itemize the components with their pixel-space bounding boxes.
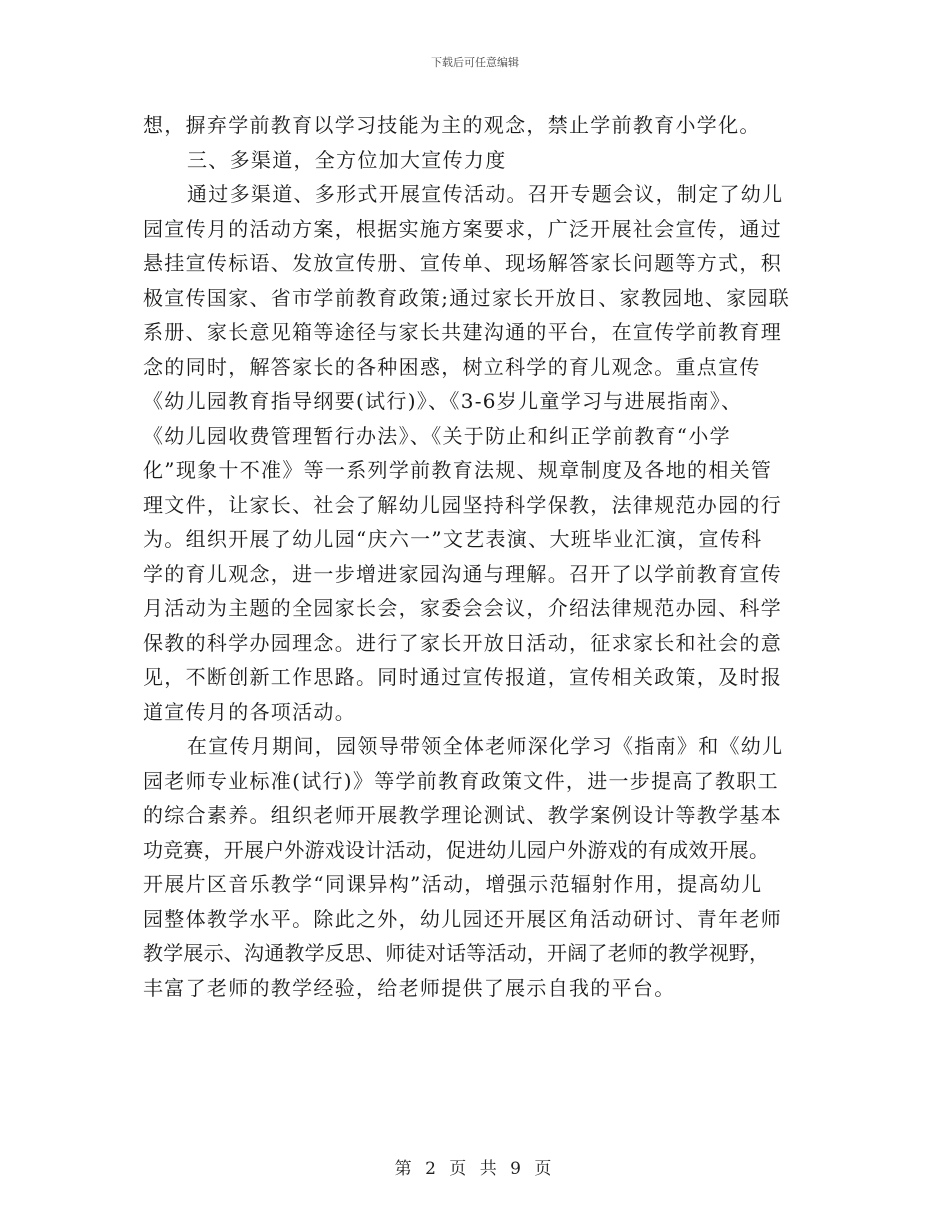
text-line: 月活动为主题的全园家长会，家委会会议，介绍法律规范办园、科学 xyxy=(143,596,782,620)
paragraph-start: 在宣传月期间，园领导带领全体老师深化学习《指南》和《幼儿 xyxy=(187,734,784,758)
text-line: 悬挂宣传标语、发放宣传册、宣传单、现场解答家长问题等方式，积 xyxy=(143,251,782,275)
text-line: 学的育儿观念，进一步增进家园沟通与理解。召开了以学前教育宣传 xyxy=(143,561,782,586)
text-line: 功竞赛，开展户外游戏设计活动，促进幼儿园户外游戏的有成效开展。 xyxy=(143,837,770,862)
text-line: 念的同时，解答家长的各种困惑，树立科学的育儿观念。重点宣传 xyxy=(143,354,761,379)
text-line: 丰富了老师的教学经验，给老师提供了展示自我的平台。 xyxy=(143,975,676,1000)
text-line: 极宣传国家、省市学前教育政策;通过家长开放日、家教园地、家园联 xyxy=(143,285,791,310)
text-line: 保教的科学办园理念。进行了家长开放日活动，征求家长和社会的意 xyxy=(143,630,782,655)
text-line: 系册、家长意见箱等途径与家长共建沟通的平台，在宣传学前教育理 xyxy=(143,320,782,344)
text-line: 教学展示、沟通教学反思、师徒对话等活动，开阔了老师的教学视野， xyxy=(143,941,770,965)
text-line: 《幼儿园教育指导纲要(试行)》、《3-6岁儿童学习与进展指南》、 xyxy=(143,389,743,413)
paragraph-start: 通过多渠道、多形式开展宣传活动。召开专题会议，制定了幼儿 xyxy=(187,182,784,206)
text-line: 《幼儿园收费管理暂行办法》、《关于防止和纠正学前教育“小学 xyxy=(143,423,731,448)
page-number: 第 2 页 共 9 页 xyxy=(394,1159,556,1179)
text-line: 园宣传月的活动方案，根据实施方案要求，广泛开展社会宣传，通过 xyxy=(143,216,782,241)
text-line: 开展片区音乐教学“同课异构”活动，增强示范辐射作用，提高幼儿 xyxy=(143,872,763,896)
text-line: 见，不断创新工作思路。同时通过宣传报道，宣传相关政策，及时报 xyxy=(143,665,782,689)
text-line: 想，摒弃学前教育以学习技能为主的观念，禁止学前教育小学化。 xyxy=(143,113,761,137)
document-body xyxy=(143,108,811,1005)
text-line: 园整体教学水平。除此之外，幼儿园还开展区角活动研讨、青年老师 xyxy=(143,906,782,931)
text-line: 为。组织开展了幼儿园“庆六一”文艺表演、大班毕业汇演，宣传科 xyxy=(143,527,763,551)
text-line: 园老师专业标准(试行)》等学前教育政策文件，进一步提高了教职工 xyxy=(143,768,779,793)
text-line: 的综合素养。组织老师开展教学理论测试、教学案例设计等教学基本 xyxy=(143,803,782,827)
text-line: 理文件，让家长、社会了解幼儿园坚持科学保教，法律规范办园的行 xyxy=(143,492,782,517)
text-line: 道宣传月的各项活动。 xyxy=(143,699,356,724)
page-header: 下载后可任意编辑 xyxy=(431,56,519,69)
text-line: 化”现象十不准》等一系列学前教育法规、规章制度及各地的相关管 xyxy=(143,458,773,482)
section-heading: 三、多渠道，全方位加大宣传力度 xyxy=(187,147,507,172)
